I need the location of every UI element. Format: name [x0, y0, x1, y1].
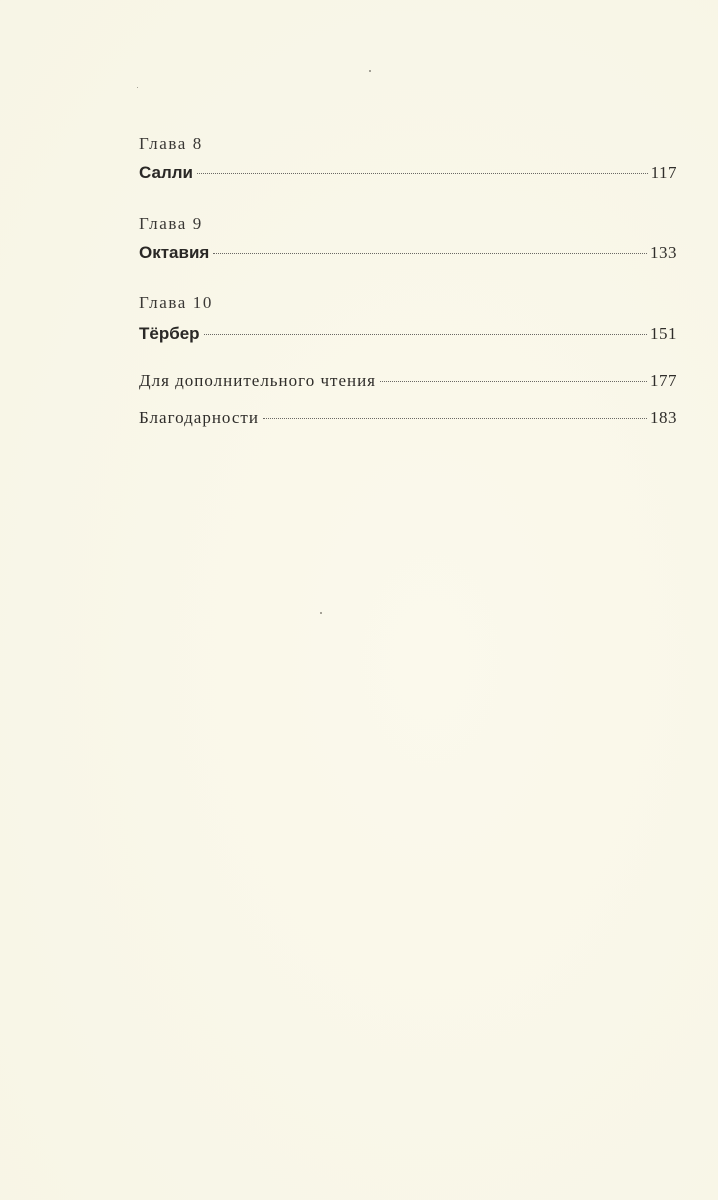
dot-leader	[197, 173, 648, 174]
dot-leader	[204, 334, 647, 335]
chapter-title: Тёрбер	[139, 324, 200, 343]
chapter-label: Глава 9	[139, 214, 203, 233]
section-title: Для дополнительного чтения	[139, 371, 376, 390]
chapter-label: Глава 10	[139, 293, 213, 312]
toc-entry[interactable]	[139, 408, 677, 428]
chapter-title: Октавия	[139, 243, 210, 262]
chapter-label: Глава 8	[139, 134, 203, 153]
paper-speck	[320, 612, 322, 614]
page-number: 183	[650, 408, 677, 427]
toc-entry[interactable]	[139, 243, 677, 263]
toc-entry[interactable]	[139, 163, 677, 183]
page-number: 177	[650, 371, 677, 390]
paper-speck	[369, 70, 371, 72]
page-number: 151	[650, 324, 677, 343]
dot-leader	[213, 253, 647, 254]
toc-entry[interactable]	[139, 371, 677, 391]
dot-leader	[263, 418, 647, 419]
page-number: 133	[650, 243, 677, 262]
page-number: 117	[650, 163, 677, 182]
section-title: Благодарности	[139, 408, 259, 427]
toc-entry[interactable]	[139, 324, 677, 344]
dot-leader	[380, 381, 647, 382]
paper-speck	[137, 87, 138, 88]
chapter-title: Салли	[139, 163, 193, 182]
